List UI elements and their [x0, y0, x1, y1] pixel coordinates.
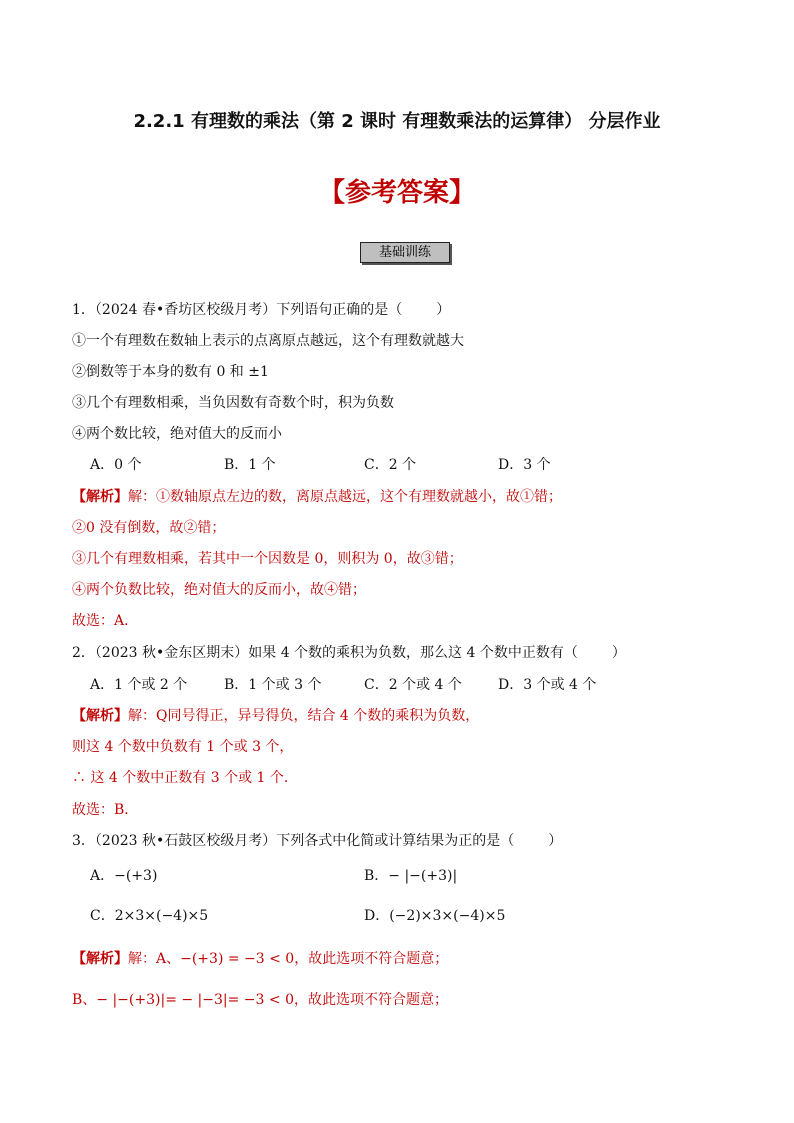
- q1-statement-1: ①一个有理数在数轴上表示的点离原点越远，这个有理数就越大: [72, 333, 464, 349]
- q3-option-c: C．2×3×(−4)×5: [90, 908, 209, 924]
- q3-option-a: A．−(+3): [90, 868, 158, 884]
- q3-option-d: D．(−2)×3×(−4)×5: [364, 908, 506, 924]
- q1-option-d: D．3 个: [498, 457, 551, 473]
- q1-analysis-1: 【解析】解：①数轴原点左边的数，离原点越远，这个有理数就越小，故①错；: [72, 489, 562, 505]
- q3-stem: 3．（2023 秋•石鼓区校级月考）下列各式中化简或计算结果为正的是（ ）: [72, 833, 563, 849]
- q1-statement-3: ③几个有理数相乘，当负因数有奇数个时，积为负数: [72, 395, 394, 411]
- q1-option-c: C．2 个: [364, 457, 417, 473]
- q2-analysis-3: ∴ 这 4 个数中正数有 3 个或 1 个．: [72, 770, 298, 786]
- q2-analysis-4: 故选：B．: [72, 802, 139, 818]
- q3-option-b: B．− |−(+3)|: [364, 868, 458, 884]
- answer-heading: 【参考答案】: [318, 178, 475, 208]
- q1-statement-2: ②倒数等于本身的数有 0 和 ±1: [72, 364, 269, 380]
- q1-analysis-2: ②0 没有倒数，故②错；: [72, 520, 226, 536]
- q2-option-b: B．1 个或 3 个: [224, 677, 322, 693]
- q1-stem: 1．（2024 春•香坊区校级月考）下列语句正确的是（ ）: [72, 302, 451, 318]
- analysis-tag: 【解析】: [72, 951, 128, 967]
- q1-option-b: B．1 个: [224, 457, 276, 473]
- q1-option-a: A．0 个: [90, 457, 142, 473]
- page-title: 2.2.1 有理数的乘法（第 2 课时 有理数乘法的运算律） 分层作业: [133, 111, 661, 132]
- q3-analysis-2: B、− |−(+3)|= − |−3|= −3 < 0，故此选项不符合题意；: [72, 992, 448, 1008]
- q2-stem: 2．（2023 秋•金东区期末）如果 4 个数的乘积为负数，那么这 4 个数中正数有（ ）: [72, 645, 626, 661]
- q2-option-c: C．2 个或 4 个: [364, 677, 462, 693]
- q1-analysis-3: ③几个有理数相乘，若其中一个因数是 0，则积为 0，故③错；: [72, 551, 463, 567]
- q2-analysis-2: 则这 4 个数中负数有 1 个或 3 个，: [72, 739, 294, 755]
- analysis-tag: 【解析】: [72, 708, 128, 724]
- q1-analysis-5: 故选：A．: [72, 613, 139, 629]
- q1-analysis-4: ④两个负数比较，绝对值大的反而小，故④错；: [72, 582, 366, 598]
- q2-option-a: A．1 个或 2 个: [90, 677, 188, 693]
- q3-analysis-1: 【解析】解：A、−(+3) = −3 < 0，故此选项不符合题意；: [72, 951, 449, 967]
- section-label: 基础训练: [360, 242, 450, 263]
- q2-option-d: D．3 个或 4 个: [498, 677, 597, 693]
- analysis-tag: 【解析】: [72, 489, 128, 505]
- q2-analysis-1: 【解析】解：Q同号得正，异号得负，结合 4 个数的乘积为负数，: [72, 708, 480, 724]
- q1-statement-4: ④两个数比较，绝对值大的反而小: [72, 426, 282, 442]
